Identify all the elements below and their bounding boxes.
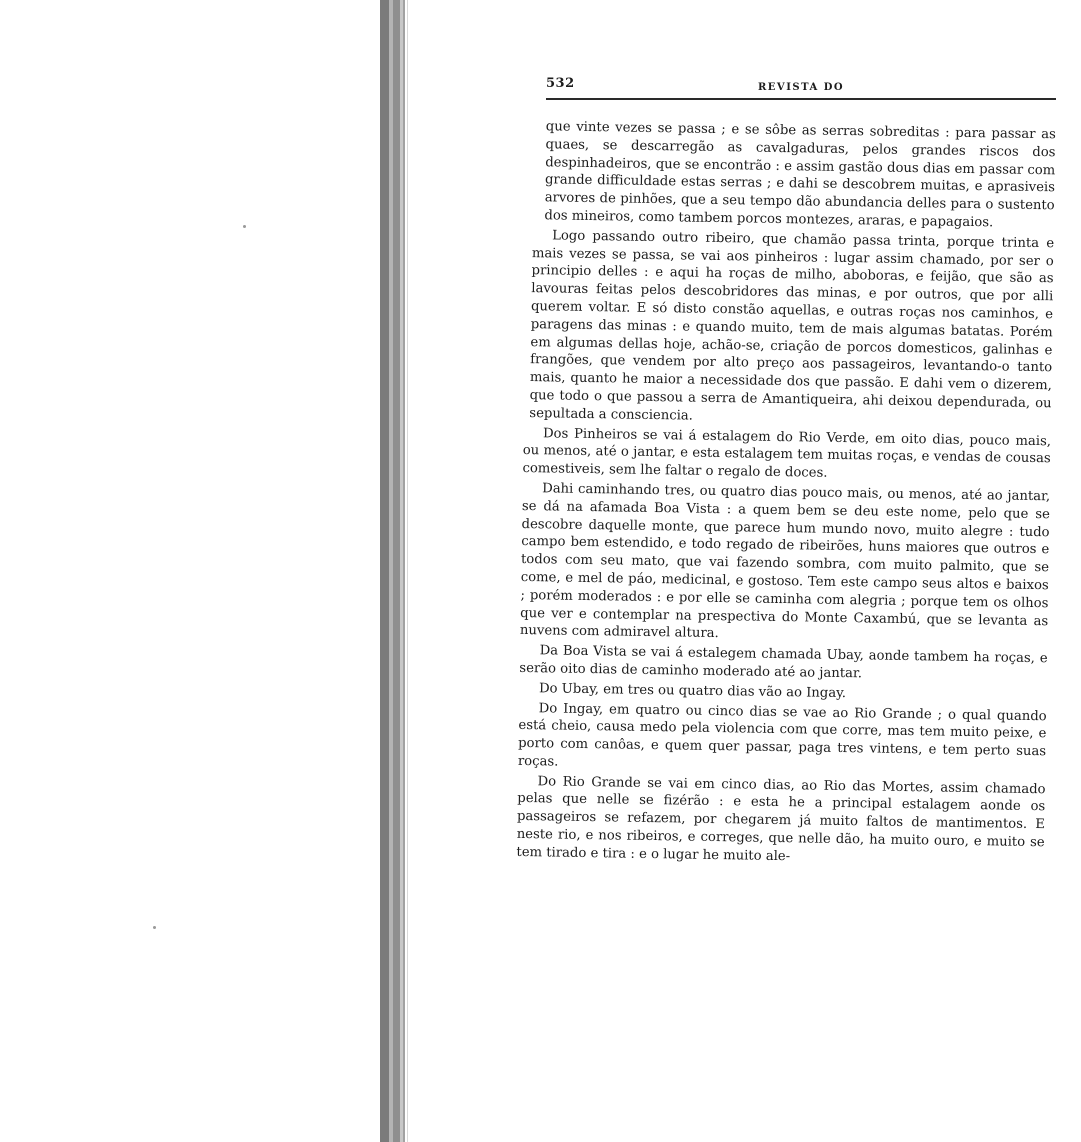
paragraph: Da Boa Vista se vai á estalegem chamada Ubay, aonde tambem ha roças, e serão oito dias de caminho moderado até ao jantar. bbox=[519, 643, 1048, 682]
paragraph: que vinte vezes se passa ; e se sôbe as serras sobreditas : para passar as quaes, se descarregão as cavalgaduras, pelos grandes riscos dos despinhadeiros, que se encontrão : e assim gastão dous dias em passar com grande difficuldade estas serras ; e dahi se descobrem muitas, e aprasiveis arvores de pinhões, que a seu tempo dão abundancia delles para o sustento dos mineiros, como tambem porcos montezes, araras, e papagaios. bbox=[544, 119, 1056, 231]
paper-speck bbox=[153, 926, 156, 929]
book-page bbox=[516, 72, 1056, 865]
running-title: REVISTA DO bbox=[758, 82, 845, 93]
paragraph: Logo passando outro ribeiro, que chamão passa trinta, porque trinta e mais vezes se passa, se vai aos pinheiros : lugar assim chamado, por ser o principio delles : e aqui ha roças de milho, aboboras, e feijão, que são as lavouras feitas pelos descobridores das minas, e por outros, que por alli querem voltar. E só disto constão aquellas, e outras roças nos caminhos, e paragens das minas : e quando muito, tem de mais algumas batatas. Porém em algumas dellas hoje, achão-se, criação de porcos domesticos, galinhas e frangões, que vendem por alto preço aos passageiros, levantando-o tanto mais, quanto he maior a necessidade dos que passão. E dahi vem o dizerem, que todo o que passou a serra de Amantiqueira, ahi deixou dependurada, ou sepultada a consciencia. bbox=[529, 228, 1055, 424]
paragraph: Dahi caminhando tres, ou quatro dias pouco mais, ou menos, até ao jantar, se dá na afamada Boa Vista : a quem bem se deu este nome, pelo que se descobre daquelle monte, que parece hum mundo novo, muito alegre : tudo campo bem estendido, e todo regado de ribeirões, huns maiores que outros e todos com seu mato, que vai fazendo sombra, com muito palmito, que se come, e mel de páo, medicinal, e gostoso. Tem este campo seus altos e baixos ; porém moderados : e por elle se caminha com alegria ; porque tem os olhos que ver e contemplar na prespectiva do Monte Caxambú, que se levanta as nuvens com admiravel altura. bbox=[519, 481, 1051, 642]
paragraph: Do Rio Grande se vai em cinco dias, ao Rio das Mortes, assim chamado pelas que nelle se fizérão : e esta he a principal estalagem aonde os passageiros se refazem, por chegarem já muito faltos de mantimentos. E neste rio, e nos ribeiros, e correges, que nelle dão, ha muito ouro, e muito se tem tirado e tira : e o lugar he muito ale- bbox=[516, 773, 1046, 865]
running-head bbox=[528, 72, 1056, 94]
book-gutter-shadow bbox=[372, 0, 412, 1142]
paragraph: Do Ingay, em quatro ou cinco dias se vae ao Rio Grande ; o qual quando está cheio, causa medo pela violencia com que corre, mas tem muito peixe, e porto com canôas, e quem quer passar, paga tres vintens, e tem perto suas roças. bbox=[517, 700, 1047, 770]
paragraph: Do Ubay, em tres ou quatro dias vão ao Ingay. bbox=[538, 680, 847, 701]
page-body bbox=[516, 118, 1056, 872]
paper-speck bbox=[243, 225, 246, 228]
page-number: 532 bbox=[546, 76, 575, 91]
paragraph: Dos Pinheiros se vai á estalagem do Rio Verde, em oito dias, pouco mais, ou menos, até o jantar, e esta estalagem tem muitas roças, e vendas de cousas comestiveis, sem lhe faltar o regalo de doces. bbox=[522, 425, 1052, 481]
header-rule bbox=[546, 98, 1056, 100]
